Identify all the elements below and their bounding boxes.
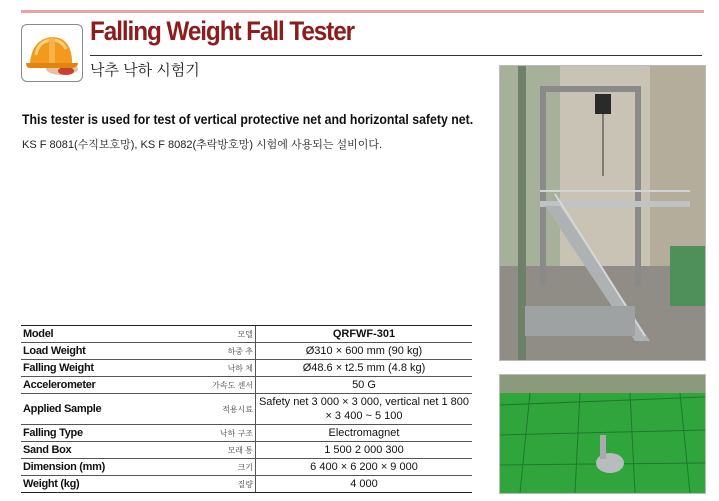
spec-label-korean: 적용시료: [155, 394, 256, 425]
spec-row-accelerometer: [21, 377, 472, 394]
spec-row-sand-box: [21, 442, 472, 459]
spec-row-applied-sample: [21, 394, 472, 425]
spec-label-korean: 모델: [155, 326, 256, 343]
spec-value: 4 000: [256, 476, 473, 493]
spec-row-load-weight: [21, 343, 472, 360]
spec-label: Applied Sample: [21, 394, 155, 425]
spec-value: [256, 394, 473, 425]
spec-label-korean: 질량: [155, 476, 256, 493]
spec-label: Model: [21, 326, 155, 343]
spec-label: Sand Box: [21, 442, 155, 459]
spec-label-korean: 모래 통: [155, 442, 256, 459]
spec-row-falling-weight: [21, 360, 472, 377]
spec-value: 6 400 × 6 200 × 9 000: [256, 459, 473, 476]
spec-label: Dimension (mm): [21, 459, 155, 476]
spec-label: Falling Type: [21, 425, 155, 442]
spec-value: QRFWF-301: [256, 326, 473, 343]
spec-value: Electromagnet: [256, 425, 473, 442]
page-title: Falling Weight Fall Tester: [90, 16, 355, 46]
spec-row-model: [21, 326, 472, 343]
spec-label-korean: 하중 추: [155, 343, 256, 360]
tester-tower-photo: [499, 65, 706, 361]
spec-row-falling-type: [21, 425, 472, 442]
spec-label: Accelerometer: [21, 377, 155, 394]
spec-label: Weight (kg): [21, 476, 155, 493]
specification-table: [21, 325, 472, 493]
spec-value-line: Safety net 3 000 × 3 000, vertical net 1 800: [258, 396, 470, 408]
top-accent-rule: [21, 10, 704, 13]
spec-label-korean: 낙하 체: [155, 360, 256, 377]
spec-value: Ø48.6 × t2.5 mm (4.8 kg): [256, 360, 473, 377]
spec-value: 50 G: [256, 377, 473, 394]
spec-row-dimension: [21, 459, 472, 476]
spec-label-korean: 크기: [155, 459, 256, 476]
spec-value: 1 500 2 000 300: [256, 442, 473, 459]
title-divider: [90, 55, 702, 56]
spec-label: Load Weight: [21, 343, 155, 360]
spec-value: Ø310 × 600 mm (90 kg): [256, 343, 473, 360]
hard-hat-logo: [21, 24, 83, 82]
spec-label: Falling Weight: [21, 360, 155, 377]
spec-row-weight: [21, 476, 472, 493]
description-korean: KS F 8081(수직보호망), KS F 8082(추락방호망) 시험에 사용되는 설비이다.: [22, 139, 383, 151]
description-english: This tester is used for test of vertical protective net and horizontal safety net.: [22, 111, 474, 127]
hard-hat-icon: [22, 25, 82, 81]
spec-value-line: × 3 400 ~ 5 100: [325, 410, 403, 422]
safety-net-photo: [499, 374, 706, 494]
page-subtitle-korean: 낙추 낙하 시험기: [90, 62, 200, 79]
spec-label-korean: 낙하 구조: [155, 425, 256, 442]
spec-label-korean: 가속도 센서: [155, 377, 256, 394]
